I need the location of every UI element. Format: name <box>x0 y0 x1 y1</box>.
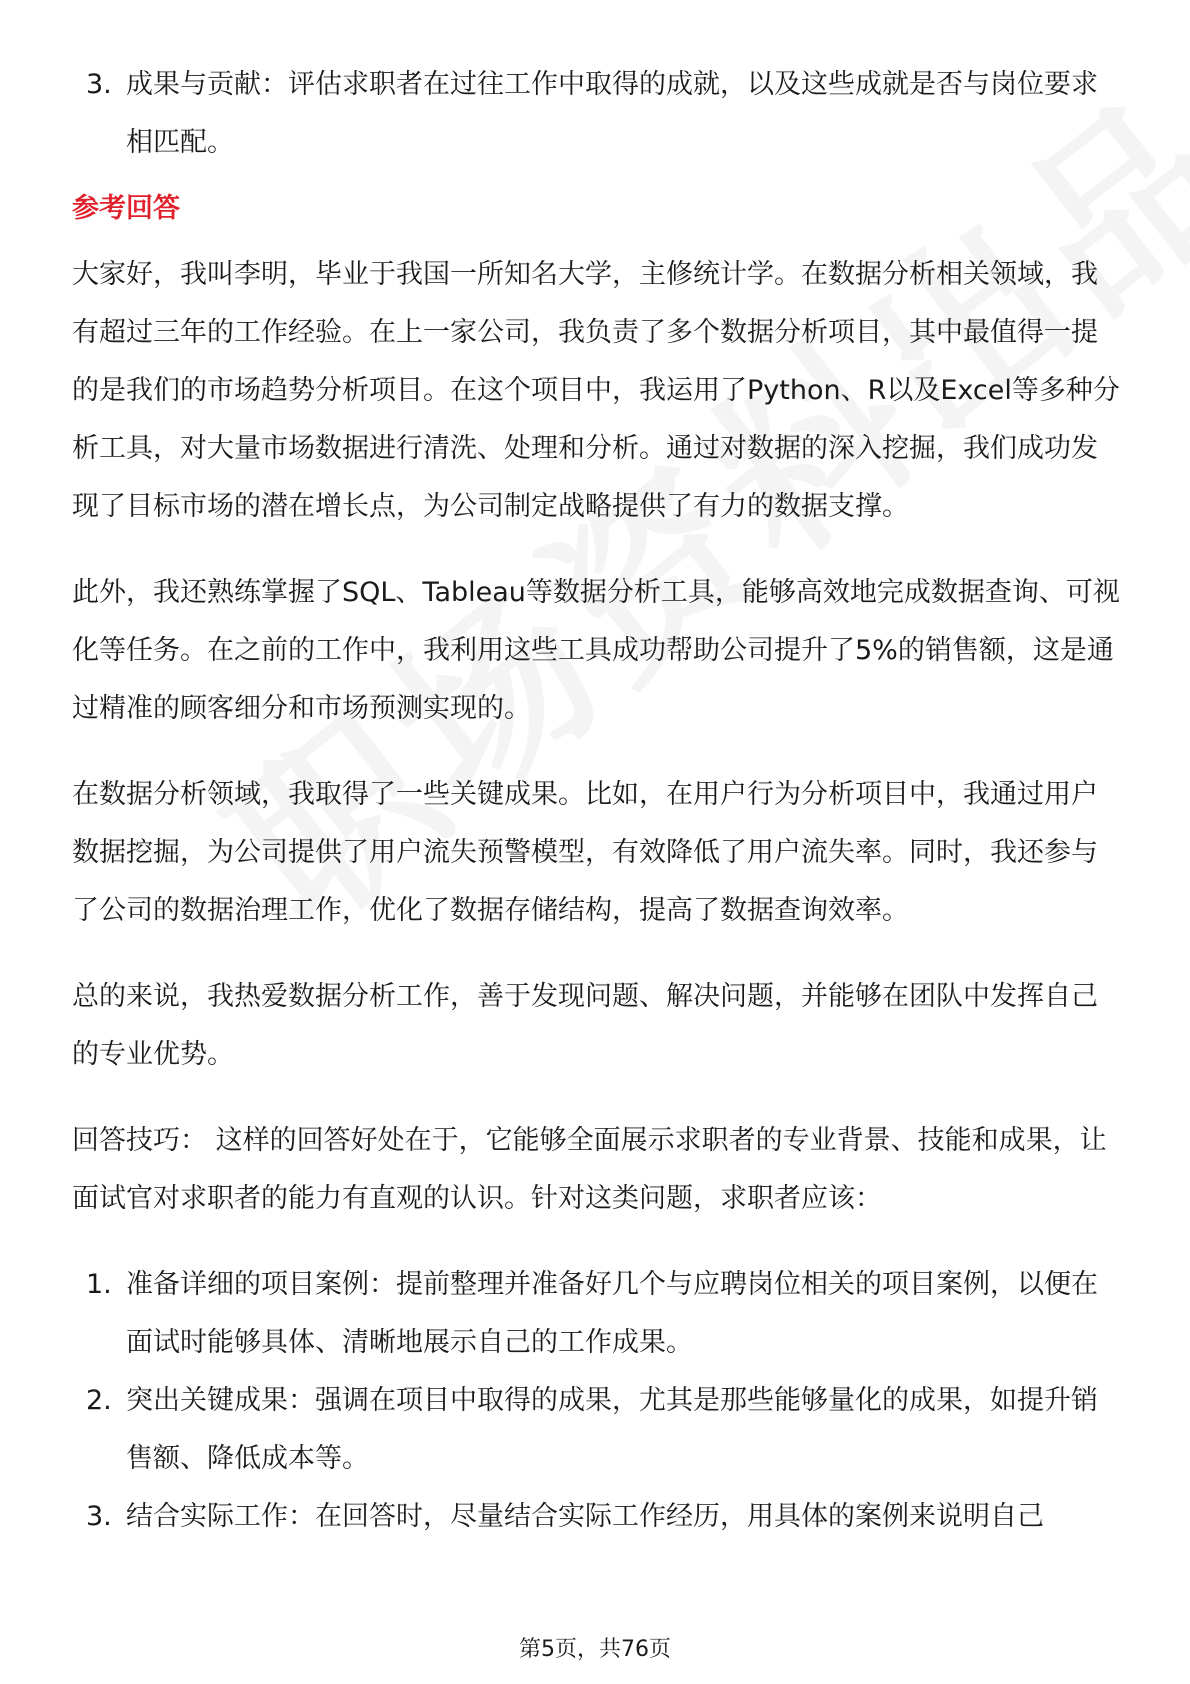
list-item <box>72 1488 1122 1546</box>
paragraph-summary: 总的来说，我热爱数据分析工作，善于发现问题、解决问题，并能够在团队中发挥自己的专业优势。 <box>72 981 1098 1070</box>
list-text: 准备详细的项目案例：提前整理并准备好几个与应聘岗位相关的项目案例，以便在面试时能够具体、清晰地展示自己的工作成果。 <box>126 1269 1098 1358</box>
list-item <box>72 56 1122 172</box>
list-number: 2. <box>86 1385 112 1416</box>
document-body <box>72 56 1122 1546</box>
list-text: 结合实际工作：在回答时，尽量结合实际工作经历，用具体的案例来说明自己 <box>126 1501 1044 1532</box>
paragraph-tips-intro: 回答技巧： 这样的回答好处在于，它能够全面展示求职者的专业背景、技能和成果，让面试官对求职者的能力有直观的认识。针对这类问题，求职者应该： <box>72 1125 1107 1214</box>
paragraph-achievements: 在数据分析领域，我取得了一些关键成果。比如，在用户行为分析项目中，我通过用户数据挖掘，为公司提供了用户流失预警模型，有效降低了用户流失率。同时，我还参与了公司的数据治理工作，优化了数据存储结构，提高了数据查询效率。 <box>72 779 1098 926</box>
list-item <box>72 1256 1122 1372</box>
list-number: 1. <box>86 1269 112 1300</box>
page-footer: 第5页，共76页 <box>519 1637 671 1662</box>
list-text: 突出关键成果：强调在项目中取得的成果，尤其是那些能够量化的成果，如提升销售额、降低成本等。 <box>126 1385 1098 1474</box>
section-title: 参考回答 <box>72 193 180 224</box>
list-text: 成果与贡献：评估求职者在过往工作中取得的成就，以及这些成就是否与岗位要求相匹配。 <box>126 69 1098 158</box>
list-number: 3. <box>86 1501 112 1532</box>
paragraph-intro: 大家好，我叫李明，毕业于我国一所知名大学，主修统计学。在数据分析相关领域，我有超过三年的工作经验。在上一家公司，我负责了多个数据分析项目，其中最值得一提的是我们的市场趋势分析项目。在这个项目中，我运用了Python、R以及Excel等多种分析工具，对大量市场数据进行清洗、处理和分析。通过对数据的深入挖掘，我们成功发现了目标市场的潜在增长点，为公司制定战略提供了有力的数据支撑。 <box>72 259 1120 522</box>
list-item <box>72 1372 1122 1488</box>
list-number: 3. <box>86 69 112 100</box>
paragraph-skills: 此外，我还熟练掌握了SQL、Tableau等数据分析工具，能够高效地完成数据查询、可视化等任务。在之前的工作中，我利用这些工具成功帮助公司提升了5%的销售额，这是通过精准的顾客细分和市场预测实现的。 <box>72 577 1120 724</box>
